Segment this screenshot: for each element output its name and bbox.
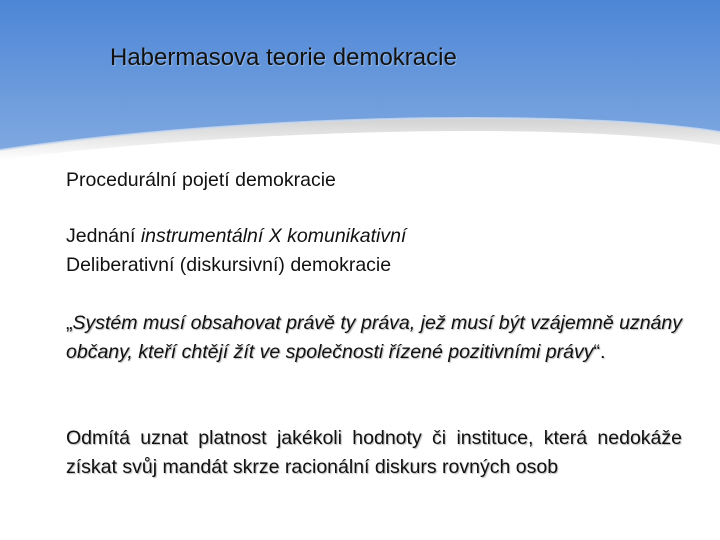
action-types-prefix: Jednání — [66, 225, 141, 247]
quote-open-mark: „ — [66, 312, 73, 334]
paragraph-action-types — [66, 222, 682, 280]
header-band — [0, 0, 720, 160]
paragraph-rejection: Odmítá uznat platnost jakékoli hodnoty či instituce, která nedokáže získat svůj mandát skrze racionální diskurs rovných osob — [66, 427, 682, 478]
paragraph-procedural-text: Procedurální pojetí demokracie — [66, 169, 336, 191]
action-types-italic: instrumentální X komunikativní — [140, 225, 407, 247]
habermas-quote — [66, 309, 682, 367]
paragraph-procedural — [66, 166, 682, 195]
deliberative-democracy-line: Deliberativní (diskursivní) demokracie — [66, 254, 392, 276]
quote-text: Systém musí obsahovat právě ty práva, jež musí být vzájemně uznány občany, kteří chtějí žít ve společnosti řízené pozitivními právy — [66, 312, 682, 363]
quote-close-mark: “. — [593, 341, 606, 363]
slide-title: Habermasova teorie demokracie — [110, 44, 457, 71]
action-types-line — [66, 222, 682, 251]
